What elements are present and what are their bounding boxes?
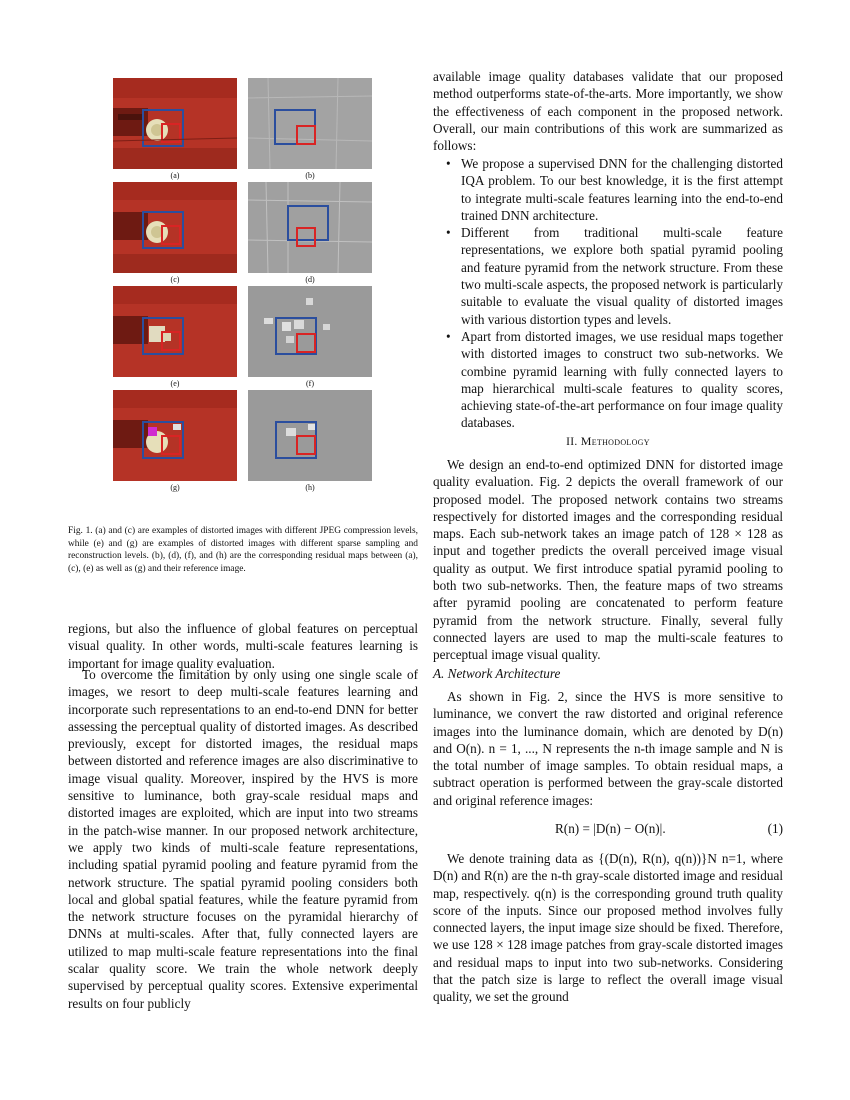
image-a-jpeg-distorted — [113, 78, 237, 169]
image-h-residual-map — [248, 390, 372, 481]
right-paragraph-1: available image quality databases validate that our proposed method outperforms state-of-the-arts. More importantly, we show the effectiveness of each component in the proposed network. Overall, our main contributions of this work are summarized as follows: — [433, 69, 783, 154]
left-paragraph-1: regions, but also the influence of global features on perceptual visual quality. In other words, multi-scale features learning is important for image quality evaluation. — [68, 621, 418, 671]
section-heading — [433, 434, 783, 449]
label-g: (g) — [170, 483, 180, 492]
right-paragraph-4: We denote training data as {(D(n), R(n), q(n))}N n=1, where D(n) and R(n) are the n-th gray-scale distorted image and residual map, respectively. q(n) is the corresponding ground truth quality score of the inputs. Since our proposed method involves fully connected layers, the input image size should be fixed. Therefore, we use 128 × 128 image patches from gray-scale distorted images and residual maps to input into two sub-networks. Considering that the patch size is large to reflect the overall image visual quality, we set the ground — [433, 851, 783, 1005]
figure-caption: Fig. 1. (a) and (c) are examples of distorted images with different JPEG compression levels, while (e) and (g) are examples of distorted images with different sparse sampling and reconstruction levels. (b), (d), (f), and (h) are the corresponding residual maps between (a), (c), (e) as well as (g) and their reference image. — [68, 526, 418, 574]
contribution-text: Apart from distorted images, we use residual maps together with distorted images to construct two sub-networks. We combine pyramid learning with fully connected layers to map hierarchical multi-scale features to quality scores, achieving state-of-the-art performance on four image quality databases. — [461, 328, 783, 431]
label-d: (d) — [305, 275, 315, 284]
contributions-list — [433, 155, 783, 432]
image-b-residual-map — [248, 78, 372, 169]
label-b: (b) — [305, 171, 315, 180]
label-f: (f) — [306, 379, 314, 388]
list-item — [433, 155, 783, 224]
left-paragraph-2: To overcome the limitation by only using one single scale of images, we resort to deep multi-scale features learning and incorporate such representations to an end-to-end DNN for better assessing the perceptual quality of distorted images. As described previously, except for distorted images, the residual maps between distorted and reference images are also discriminative to image visual quality. Moreover, inspired by the HVS is more sensitive to luminance, both gray-scale residual maps and distorted images are exploited, which are input into two streams in the patch-wise manner. In our proposed network architecture, we apply two kinds of multi-scale feature representations, including spatial pyramid pooling and feature pyramid from the network structure. The spatial pyramid pooling considers both local and global spatial features, while the feature pyramid from the network structure focuses on the pyramidal hierarchy of DNNs at multi-scales. After that, fully connected layers are utilized to map multi-scale feature representations into the final scalar quality score. We train the whole network deeply supervised by perceptual quality scores. Extensive experimental results on four publicly — [68, 667, 418, 1011]
figure-1 — [68, 78, 418, 574]
equation-body: R(n) = |D(n) − O(n)|. — [555, 821, 666, 836]
label-h: (h) — [305, 483, 315, 492]
label-a: (a) — [170, 171, 180, 180]
image-d-residual-map — [248, 182, 372, 273]
subsection-heading: A. Network Architecture — [433, 666, 561, 681]
bullet-icon: • — [446, 225, 451, 241]
list-item — [433, 328, 783, 432]
right-paragraph-3: As shown in Fig. 2, since the HVS is more sensitive to luminance, we convert the raw distorted and original reference images into the luminance domain, which are denoted by D(n) and O(n). n = 1, ..., N represents the n-th image sample and N is the total number of image samples. To obtain residual maps, a subtract operation is performed between the gray-scale distorted and original reference images: — [433, 689, 783, 808]
image-f-residual-map — [248, 286, 372, 377]
section-title: Methodology — [580, 434, 650, 448]
contribution-text: Different from traditional multi-scale feature representations, we explore both spatial pyramid pooling and feature pyramid from the network structure. From these two multi-scale aspects, the proposed network is particularly suitable to evaluate the visual quality of distorted images with various distortion types and levels. — [461, 225, 783, 327]
section-number: II. — [566, 436, 578, 448]
list-item — [433, 224, 783, 328]
figure-grid — [68, 78, 418, 498]
image-e-sparse-sampling — [113, 286, 237, 377]
image-c-jpeg-distorted — [113, 182, 237, 273]
label-c: (c) — [170, 275, 180, 284]
equation-number: (1) — [767, 821, 783, 836]
bullet-icon: • — [446, 328, 451, 344]
image-g-sparse-sampling — [113, 390, 237, 481]
equation-1 — [433, 821, 783, 841]
label-e: (e) — [170, 379, 180, 388]
contribution-text: We propose a supervised DNN for the challenging distorted IQA problem. To our best knowledge, it is the first attempt to integrate multi-scale features learning into the end-to-end trained DNN architecture. — [461, 156, 783, 223]
bullet-icon: • — [446, 156, 451, 171]
right-paragraph-2: We design an end-to-end optimized DNN for distorted image quality evaluation. Fig. 2 depicts the overall framework of our proposed model. The proposed network contains two streams respectively for distorted images and the corresponding residual maps. Each sub-network takes an image patch of 128 × 128 as input and together predicts the overall perceived image visual quality as output. We first introduce spatial pyramid pooling to both two sub-networks. Then, the feature maps of two streams after pyramid pooling are concatenated to perform feature pyramid from the network structure. Finally, several fully connected layers are used to map the multi-scale features to perceptual image visual quality. — [433, 457, 783, 663]
